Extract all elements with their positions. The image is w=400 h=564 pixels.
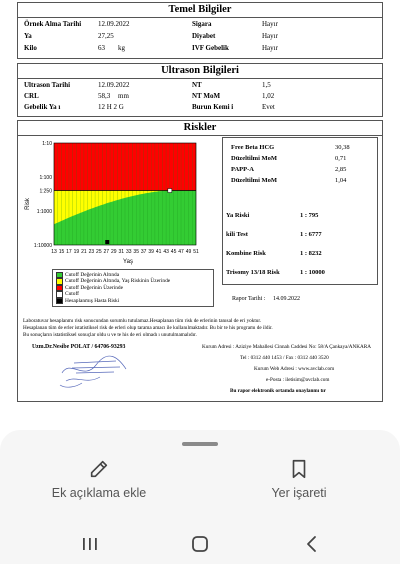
- ultrason-title: Ultrason Bilgileri: [18, 64, 382, 79]
- ya-label: Ya: [24, 32, 32, 40]
- legend-label: Hesaplanmış Hasta Riski: [65, 297, 120, 304]
- y-tick-label: 1:10: [42, 141, 52, 147]
- home-icon[interactable]: [190, 534, 210, 554]
- legend-swatch: [56, 298, 63, 305]
- marker-value: 1,04: [335, 177, 347, 184]
- x-tick-label: 41: [155, 249, 162, 255]
- x-tick-label: 45: [170, 249, 177, 255]
- plot-area: [34, 141, 199, 255]
- back-icon[interactable]: [302, 534, 322, 554]
- x-tick-label: 31: [118, 249, 125, 255]
- risk-result-label: Trisomy 13/18 Risk: [226, 269, 280, 276]
- legend-list: [56, 272, 210, 304]
- x-tick-label: 39: [148, 249, 154, 255]
- x-tick-label: 37: [140, 249, 147, 255]
- legend: [52, 269, 214, 307]
- y-tick-label: 1:1000: [36, 209, 52, 215]
- markers-box: [222, 137, 378, 285]
- x-tick-label: 23: [88, 249, 95, 255]
- risk-result-row: [226, 250, 374, 257]
- x-tick-label: 47: [178, 249, 184, 255]
- risk-result-label: Kombine Risk: [226, 250, 266, 257]
- web-address: Kurum Web Adresi : www.avclab.com: [254, 366, 335, 372]
- x-tick-label: 15: [58, 249, 65, 255]
- marker-label: Düzeltilmi MoM: [231, 177, 278, 184]
- x-tick-label: 43: [163, 249, 169, 255]
- y-axis-label: Risk: [25, 198, 31, 210]
- ultrason-tarih-value: 12.09.2022: [98, 81, 130, 89]
- sheet-grabber[interactable]: [182, 442, 218, 446]
- doctor-name: Uzm.Dr.Nesibe POLAT / 64706-93293: [32, 344, 126, 350]
- bookmark-icon: [288, 458, 310, 480]
- rapor-tarihi: [232, 295, 300, 304]
- legend-label: Cutoff: [65, 291, 79, 298]
- kilo-value: 63: [98, 44, 105, 52]
- bookmark-button[interactable]: [224, 458, 374, 500]
- riskler-section: [17, 120, 383, 402]
- gebelik-label: Gebelik Ya ı: [24, 103, 61, 111]
- riskler-title: Riskler: [18, 121, 382, 136]
- cutoff-marker: [168, 189, 172, 193]
- diyabet-value: Hayır: [262, 32, 278, 40]
- legend-label: Cutoff Değerinin Üzerinde: [65, 284, 123, 291]
- risk-result-value: 1 : 8232: [300, 250, 322, 257]
- x-tick-label: 19: [73, 249, 80, 255]
- address: Kurum Adresi : Aziziye Mahallesi Cinnah Caddesi No: 58/A Çankaya/ANKARA: [202, 344, 371, 350]
- x-tick-label: 29: [111, 249, 117, 255]
- email: e-Posta : iletisim@avclab.com: [266, 377, 330, 383]
- marker-row: [231, 177, 371, 184]
- risk-result-row: [226, 212, 374, 219]
- ntmom-label: NT MoM: [192, 92, 221, 100]
- disclaimer-3: Bu sonuçların istatistiksel sonuçlar oldu u ve te his de eri olmadı ı unutulmamalıdır.: [23, 332, 197, 338]
- risk-chart: [20, 139, 198, 265]
- legend-label: Cutoff Değerinin Altında: [65, 272, 120, 278]
- x-axis-label: Yaş: [123, 259, 133, 265]
- temel-title: Temel Bilgiler: [18, 3, 382, 18]
- rapor-tarihi-value: 14.09.2022: [272, 296, 300, 302]
- kilo-unit: kg: [118, 44, 125, 52]
- sigara-value: Hayır: [262, 20, 278, 28]
- electronic-note: Bu rapor elektronik ortamda onaylanmı tır: [230, 388, 326, 394]
- marker-label: Free Beta HCG: [231, 144, 275, 151]
- ornek-value: 12.09.2022: [98, 20, 130, 28]
- risk-result-label: Ya Riski: [226, 212, 250, 219]
- marker-row: [231, 155, 371, 162]
- x-tick-label: 33: [125, 249, 132, 255]
- ntmom-value: 1,02: [262, 92, 275, 100]
- y-tick-label: 1:250: [39, 188, 52, 195]
- phone: Tel : 0312 440 1453 / Fax : 0312 440 3520: [240, 355, 329, 361]
- ivf-value: Hayır: [262, 44, 278, 52]
- bookmark-label: Yer işareti: [271, 486, 327, 500]
- marker-label: Düzeltilmi MoM: [231, 155, 278, 162]
- legend-label: Cutoff Değerinin Altında, Yaş Riskinin Üzerinde: [65, 278, 171, 285]
- signature-stamp: [56, 351, 136, 391]
- legend-item: [56, 298, 210, 304]
- risk-result-value: 1 : 10000: [300, 269, 325, 276]
- risk-result-value: 1 : 6777: [300, 231, 322, 238]
- patient-risk-marker: [105, 240, 109, 244]
- marker-label: PAPP-A: [231, 166, 254, 173]
- x-tick-label: 51: [193, 249, 199, 255]
- crl-label: CRL: [24, 92, 39, 100]
- temel-bilgiler-section: [17, 2, 383, 59]
- gebelik-value: 12 H 2 G: [98, 103, 124, 111]
- burun-label: Burun Kemi i: [192, 103, 234, 111]
- ornek-label: Örnek Alma Tarihi: [24, 20, 82, 28]
- add-note-button[interactable]: [24, 458, 174, 500]
- ivf-label: IVF Gebelik: [192, 44, 229, 52]
- sigara-label: Sigara: [192, 20, 212, 28]
- nt-value: 1,5: [262, 81, 271, 89]
- risk-result-value: 1 : 795: [300, 212, 319, 219]
- marker-row: [231, 144, 371, 151]
- disclaimer-2: Hesaplanan tüm de erler istatistiksel risk de erleri olup tarama amacı ile kullanılmaktadır. Bu bir te his programı de ildir.: [23, 325, 273, 331]
- y-tick-label: 1:100: [39, 175, 52, 181]
- x-tick-label: 21: [81, 249, 87, 255]
- disclaimer-1: Laboratuvar hesaplanmı risk sonucundan sorumlu tutulamaz.Hesaplanan tüm risk de erlerinin tanısal de eri yoktur.: [23, 318, 262, 324]
- risk-result-row: [226, 231, 374, 238]
- navigation-bar: [0, 526, 400, 564]
- ultrason-tarih-label: Ultrason Tarihi: [24, 81, 71, 89]
- x-tick-label: 25: [96, 249, 102, 255]
- marker-row: [231, 166, 371, 173]
- x-tick-label: 27: [103, 249, 110, 255]
- risk-result-row: [226, 269, 374, 276]
- marker-value: 30,38: [335, 144, 350, 151]
- burun-value: Evet: [262, 103, 275, 111]
- recent-apps-icon[interactable]: [80, 534, 100, 554]
- nt-label: NT: [192, 81, 202, 89]
- marker-value: 2,85: [335, 166, 347, 173]
- y-tick-label: 1:10000: [33, 243, 52, 249]
- kilo-label: Kilo: [24, 44, 37, 52]
- crl-value: 58,3: [98, 92, 111, 100]
- pencil-icon: [88, 458, 110, 480]
- crl-unit: mm: [118, 92, 129, 100]
- ya-value: 27,25: [98, 32, 114, 40]
- marker-value: 0,71: [335, 155, 347, 162]
- x-tick-label: 13: [51, 249, 57, 255]
- risk-result-label: kili Test: [226, 231, 248, 238]
- x-tick-label: 17: [66, 249, 72, 255]
- add-note-label: Ek açıklama ekle: [51, 486, 147, 500]
- ultrason-section: [17, 63, 383, 117]
- x-tick-label: 35: [133, 249, 139, 255]
- diyabet-label: Diyabet: [192, 32, 216, 40]
- x-tick-label: 49: [185, 249, 192, 255]
- rapor-tarihi-label: Rapor Tarihi :: [232, 296, 266, 302]
